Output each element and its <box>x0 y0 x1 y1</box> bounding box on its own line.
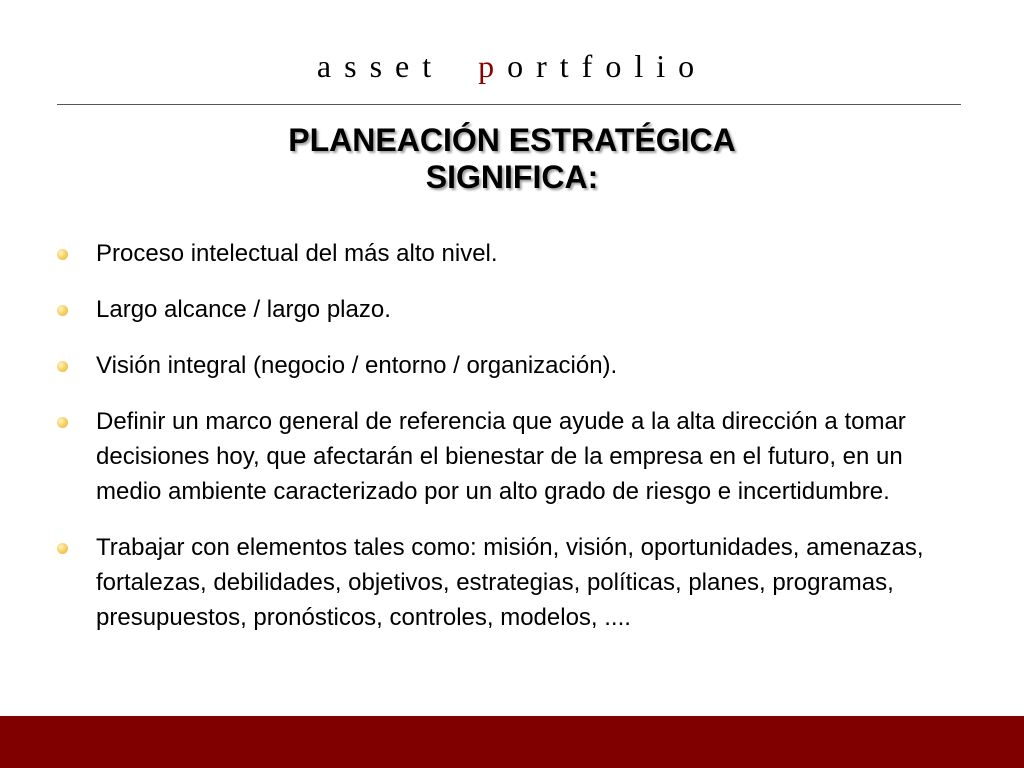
bullet-icon <box>57 249 68 260</box>
bullet-icon <box>57 543 68 554</box>
brand-accent-letter: p <box>478 48 508 84</box>
header-divider <box>57 104 961 105</box>
brand-logo <box>0 48 1024 85</box>
bullet-text: Trabajar con elementos tales como: misión, visión, oportunidades, amenazas, fortalezas, debilidades, objetivos, estrategias, políticas, planes, programas, presupuestos, pronósticos, controles, modelos, .... <box>96 534 924 631</box>
bullet-item <box>57 292 969 327</box>
slide-title-line-1: PLANEACIÓN ESTRATÉGICA <box>288 122 736 158</box>
bullet-icon <box>57 305 68 316</box>
bullet-text: Visión integral (negocio / entorno / organización). <box>96 352 618 379</box>
brand-word-portfolio-rest: ortfolio <box>507 48 708 84</box>
bullet-item <box>57 530 969 635</box>
bullet-list <box>57 236 969 656</box>
slide-title-line-2: SIGNIFICA: <box>425 159 599 196</box>
footer-bar <box>0 716 1024 768</box>
bullet-text: Definir un marco general de referencia que ayude a la alta dirección a tomar decisiones hoy, que afectarán el bienestar de la empresa en el futuro, en un medio ambiente caracterizado por un alto grado de riesgo e incertidumbre. <box>96 408 906 505</box>
bullet-item <box>57 236 969 271</box>
slide-title <box>0 122 1024 196</box>
bullet-text: Proceso intelectual del más alto nivel. <box>96 240 498 267</box>
bullet-text: Largo alcance / largo plazo. <box>96 296 391 323</box>
brand-word-portfolio <box>478 48 707 85</box>
brand-word-asset: asset <box>316 48 445 84</box>
bullet-item <box>57 404 969 509</box>
bullet-item <box>57 348 969 383</box>
bullet-icon <box>57 361 68 372</box>
bullet-icon <box>57 417 68 428</box>
